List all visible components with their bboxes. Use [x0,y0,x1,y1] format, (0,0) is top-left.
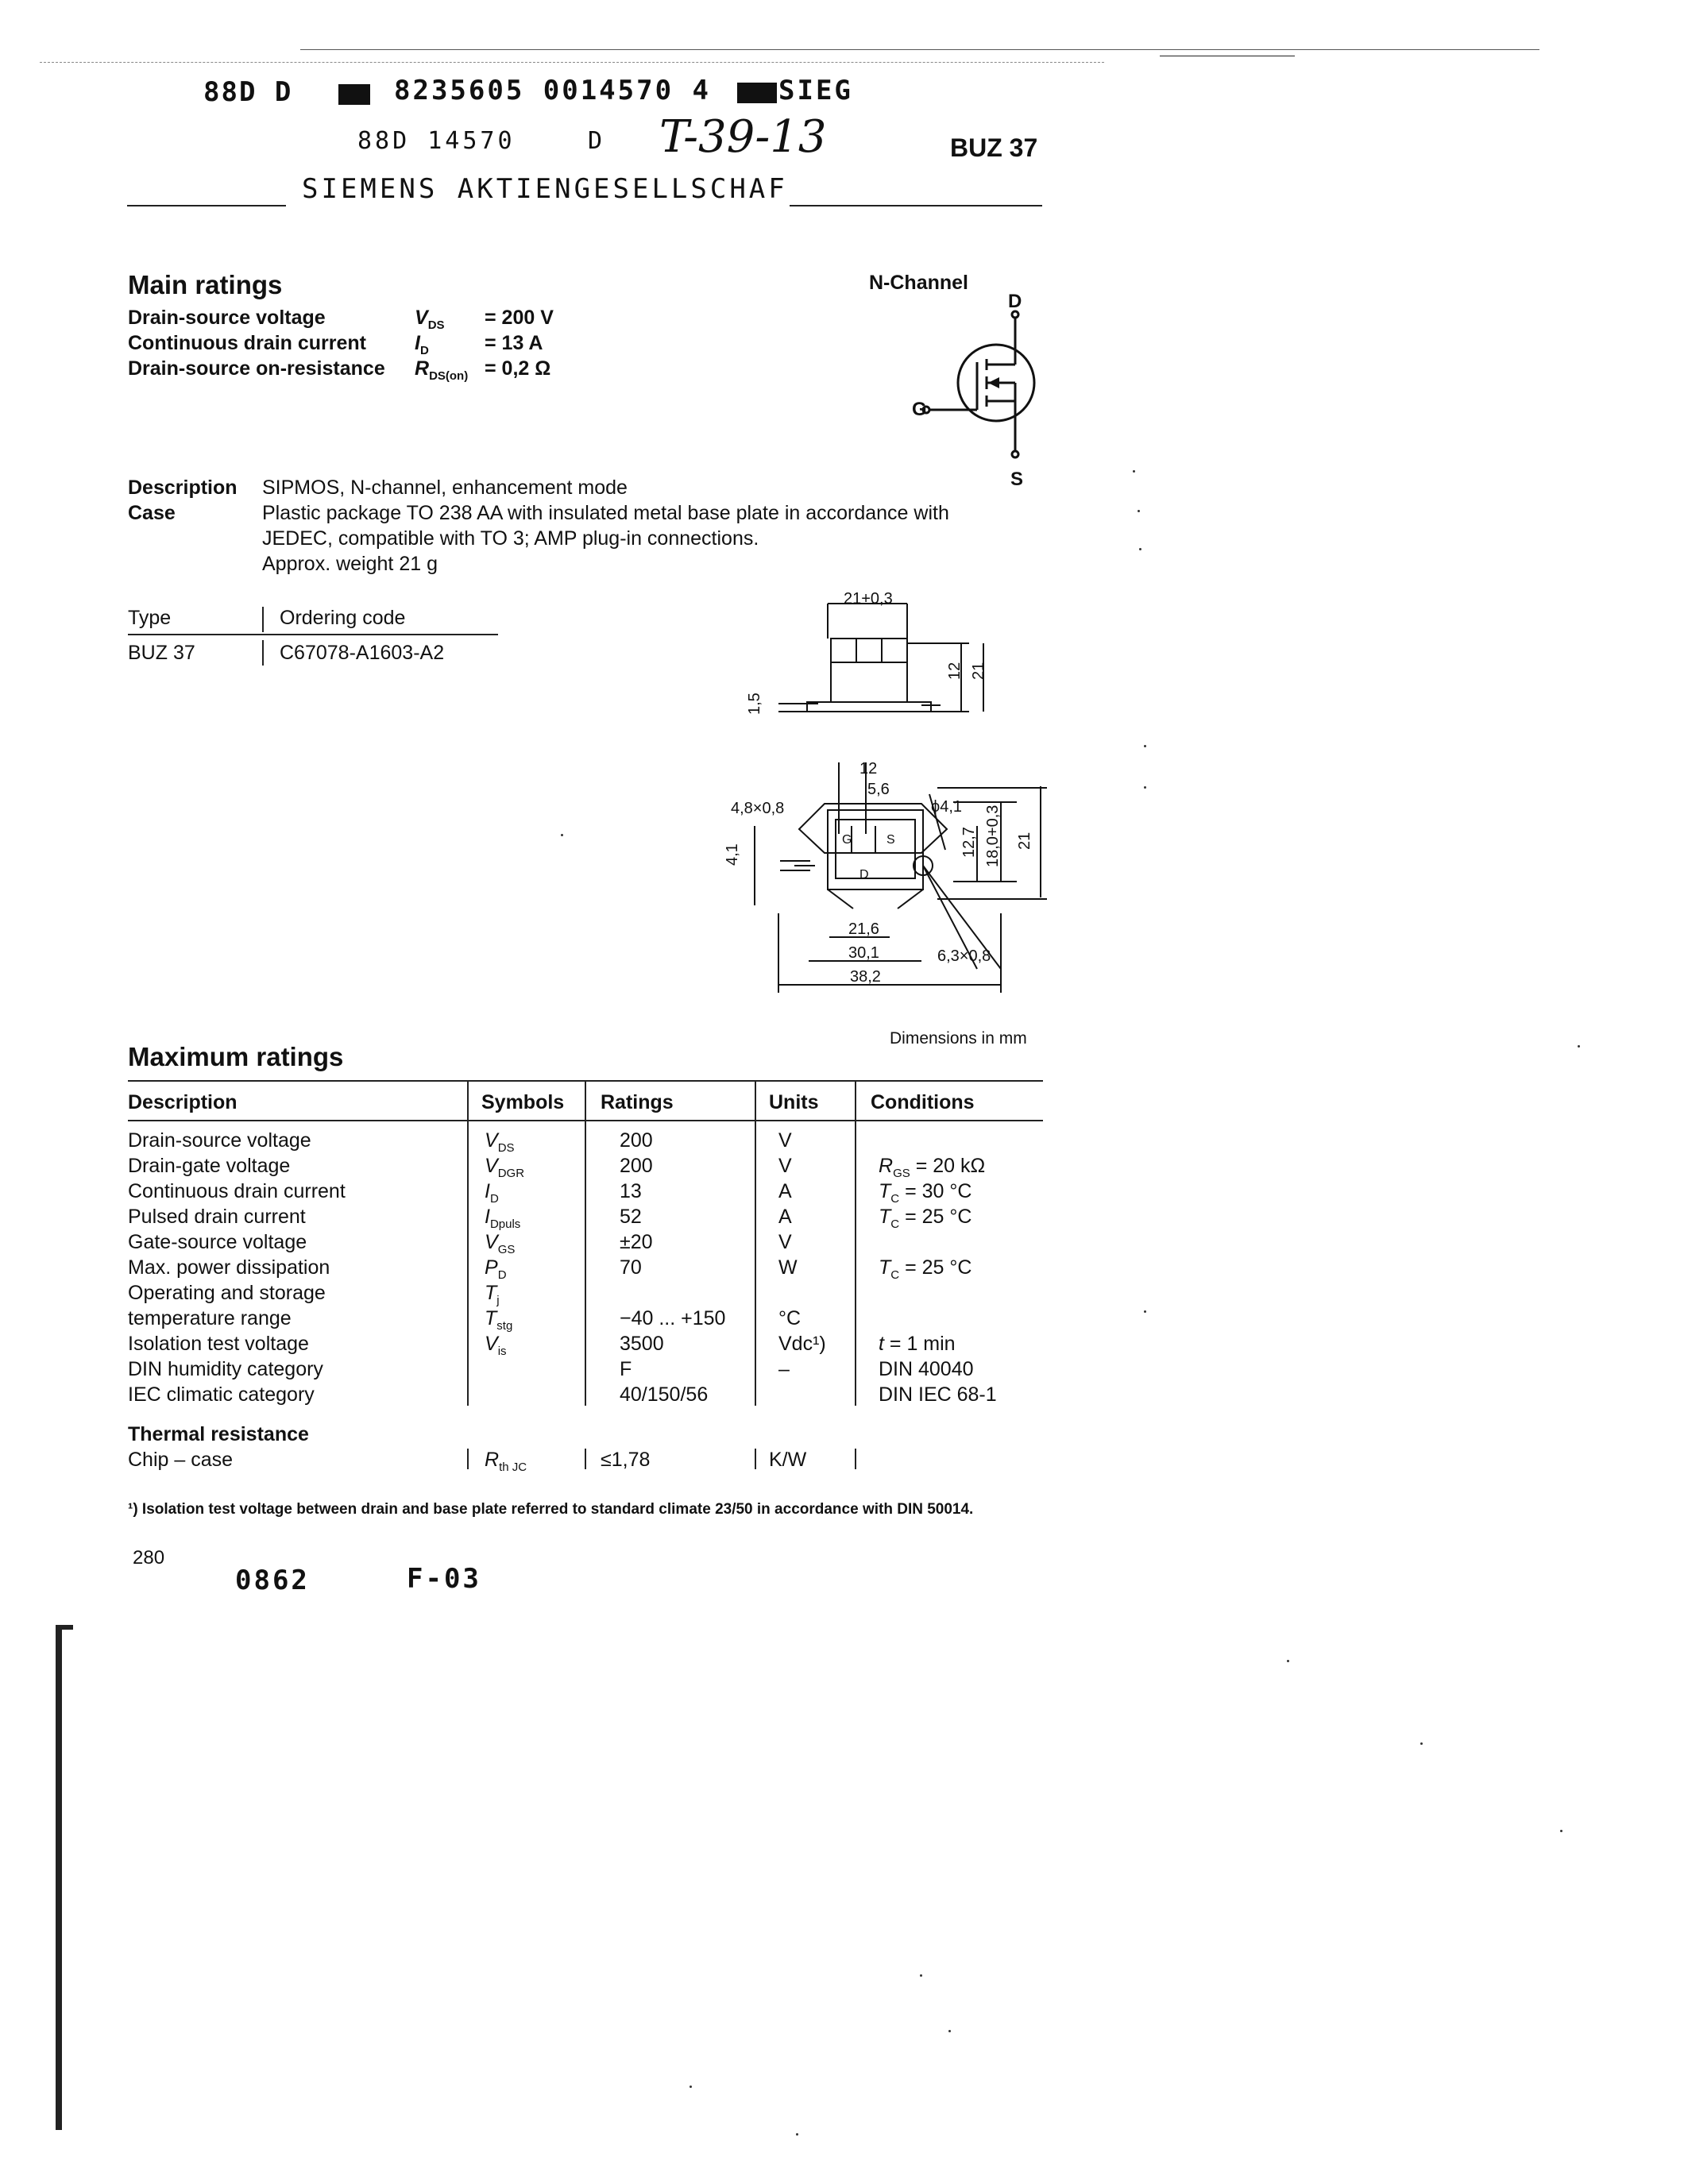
footer-code: F-03 [407,1563,481,1595]
scan-edge-mark [56,1625,62,2130]
ratings-row-unit: Vdc¹) [778,1333,826,1355]
main-rating-symbol: $R_{DS(on)}$ [415,357,469,383]
ratings-row-description: Isolation test voltage [128,1333,309,1355]
part-number: BUZ 37 [950,133,1038,162]
ratings-row-value: 3500 [620,1333,664,1355]
ratings-row-value: 52 [620,1206,642,1228]
ratings-row-unit: V [778,1129,792,1152]
ratings-row-unit: A [778,1206,792,1228]
main-ratings-title: Main ratings [128,270,283,299]
ratings-row-condition: $T_C = 25$ °C [879,1256,972,1282]
ratings-row-value: 200 [620,1129,653,1152]
dim-tab-size: 6,3×0,8 [937,947,991,965]
ratings-row-symbol: $V_{GS}$ [485,1231,516,1256]
description-text: SIPMOS, N-channel, enhancement mode [262,477,628,499]
ratings-row-value: 40/150/56 [620,1383,709,1406]
pin-label-s: S [886,833,895,847]
mosfet-symbol-icon [898,286,1056,492]
page-number: 280 [133,1547,165,1569]
dim-body: 12,7 [960,827,978,858]
case-line: Plastic package TO 238 AA with insulated metal base plate in accordance with [262,502,949,524]
thermal-symbol: $R_{th JC}$ [485,1449,527,1474]
case-line: Approx. weight 21 g [262,553,438,575]
dim-slot: 4,1 [724,843,741,866]
dim-pin-width: 5,6 [867,781,890,798]
ratings-row-description: Pulsed drain current [128,1206,306,1228]
ratings-row-condition: $R_{GS} = 20$ kΩ [879,1155,986,1180]
ratings-row-unit: V [778,1155,792,1177]
ratings-row-value: F [620,1358,632,1380]
dim-height: 12 [946,662,964,680]
pin-label-d: D [859,868,869,882]
scan-edge-mark [56,1625,73,1630]
header-lot-letter: D [588,127,603,155]
ratings-row-value: ±20 [620,1231,653,1253]
dim-hole-spacing: 30,1 [848,944,879,962]
ratings-row-symbol: $I_{Dpuls}$ [485,1206,521,1231]
ratings-row-description: Drain-source voltage [128,1129,311,1152]
main-rating-label: Drain-source voltage [128,307,326,329]
ratings-row-description: IEC climatic category [128,1383,315,1406]
main-rating-label: Drain-source on-resistance [128,357,385,380]
ratings-row-unit: – [778,1358,790,1380]
ratings-row-value: 70 [620,1256,642,1279]
col-header-conditions: Conditions [871,1091,975,1113]
dim-pin-size: 4,8×0,8 [731,800,785,817]
dim-top-width: 21+0,3 [844,590,893,608]
ratings-row-symbol: $V_{DS}$ [485,1129,515,1155]
main-rating-symbol: $I_D$ [415,332,429,357]
dim-height-total: 21 [970,662,987,680]
dim-pin-spacing: 12 [859,760,878,778]
dim-hole: ϕ4,1 [931,798,963,816]
ratings-row-unit: V [778,1231,792,1253]
ratings-row-value: −40 ... +150 [620,1307,726,1329]
main-rating-value: = 200 V [485,307,554,329]
ratings-row-description: Max. power dissipation [128,1256,330,1279]
gate-pin-label: G [912,399,927,420]
header-code-main: 8235605 0014570 4 [394,75,711,106]
thermal-title: Thermal resistance [128,1423,309,1445]
redaction-block [737,83,777,103]
dimensions-note: Dimensions in mm [890,1029,1027,1048]
ratings-row-unit: °C [778,1307,802,1329]
ratings-row-symbol: $I_D$ [485,1180,499,1206]
ratings-row-symbol: $V_{is}$ [485,1333,507,1358]
header-lot-code: 88D 14570 [357,127,516,155]
dim-plate-height: 21 [1016,832,1033,850]
ratings-row-unit: W [778,1256,798,1279]
thermal-rating: ≤1,78 [601,1449,651,1471]
col-header-units: Units [769,1091,819,1113]
type-value: BUZ 37 [128,642,195,664]
ratings-row-condition: DIN IEC 68-1 [879,1383,997,1406]
max-ratings-title: Maximum ratings [128,1042,344,1071]
dim-plate: 1,5 [746,693,763,715]
ratings-row-condition: t = 1 min [879,1333,956,1355]
handwritten-reference: T-39-13 [659,111,827,163]
main-rating-value: = 13 A [485,332,543,354]
source-pin-label: S [1010,469,1024,490]
ratings-row-condition: $T_C = 25$ °C [879,1206,972,1231]
ratings-row-symbol: $P_D$ [485,1256,507,1282]
pin-label-g: G [842,833,852,847]
ordering-code-header: Ordering code [280,607,406,629]
header-code-suffix: SIEG [778,75,853,106]
ratings-row-description: temperature range [128,1307,292,1329]
channel-label: N-Channel [869,272,968,294]
ratings-row-value: 13 [620,1180,642,1202]
dim-body-width: 21,6 [848,920,879,938]
thermal-unit: K/W [769,1449,807,1471]
ratings-row-symbol: $V_{DGR}$ [485,1155,525,1180]
dim-total-width: 38,2 [850,968,881,986]
footnote: ¹) Isolation test voltage between drain and base plate referred to standard climate 23/50 in accordance with DIN 50014. [128,1501,974,1518]
ratings-row-unit: A [778,1180,792,1202]
ratings-row-description: Continuous drain current [128,1180,346,1202]
type-header: Type [128,607,172,629]
ratings-row-condition: $T_C = 30$ °C [879,1180,972,1206]
ratings-row-condition: DIN 40040 [879,1358,974,1380]
case-line: JEDEC, compatible with TO 3; AMP plug-in connections. [262,527,759,550]
main-rating-symbol: $V_{DS}$ [415,307,445,332]
ratings-row-description: Operating and storage [128,1282,326,1304]
case-label: Case [128,502,176,524]
main-rating-label: Continuous drain current [128,332,366,354]
description-label: Description [128,477,238,499]
col-header-symbols: Symbols [481,1091,565,1113]
ratings-row-description: Gate-source voltage [128,1231,307,1253]
redaction-block [338,84,370,105]
thermal-desc: Chip – case [128,1449,234,1471]
main-rating-value: = 0,2 Ω [485,357,551,380]
ratings-row-symbol: $T_j$ [485,1282,500,1307]
ratings-row-description: DIN humidity category [128,1358,323,1380]
header-code-prefix: 88D D [203,76,293,108]
ratings-row-value: 200 [620,1155,653,1177]
company-name: SIEMENS AKTIENGESELLSCHAF [302,173,788,205]
col-header-description: Description [128,1091,238,1113]
col-header-ratings: Ratings [601,1091,674,1113]
drain-pin-label: D [1008,291,1022,312]
ordering-code-value: C67078-A1603-A2 [280,642,445,664]
dim-body-outer: 18,0+0,3 [984,805,1002,867]
ratings-row-symbol: $T_{stg}$ [485,1307,513,1333]
footer-code: 0862 [235,1565,310,1596]
package-drawing [724,588,1049,1032]
ratings-row-description: Drain-gate voltage [128,1155,291,1177]
